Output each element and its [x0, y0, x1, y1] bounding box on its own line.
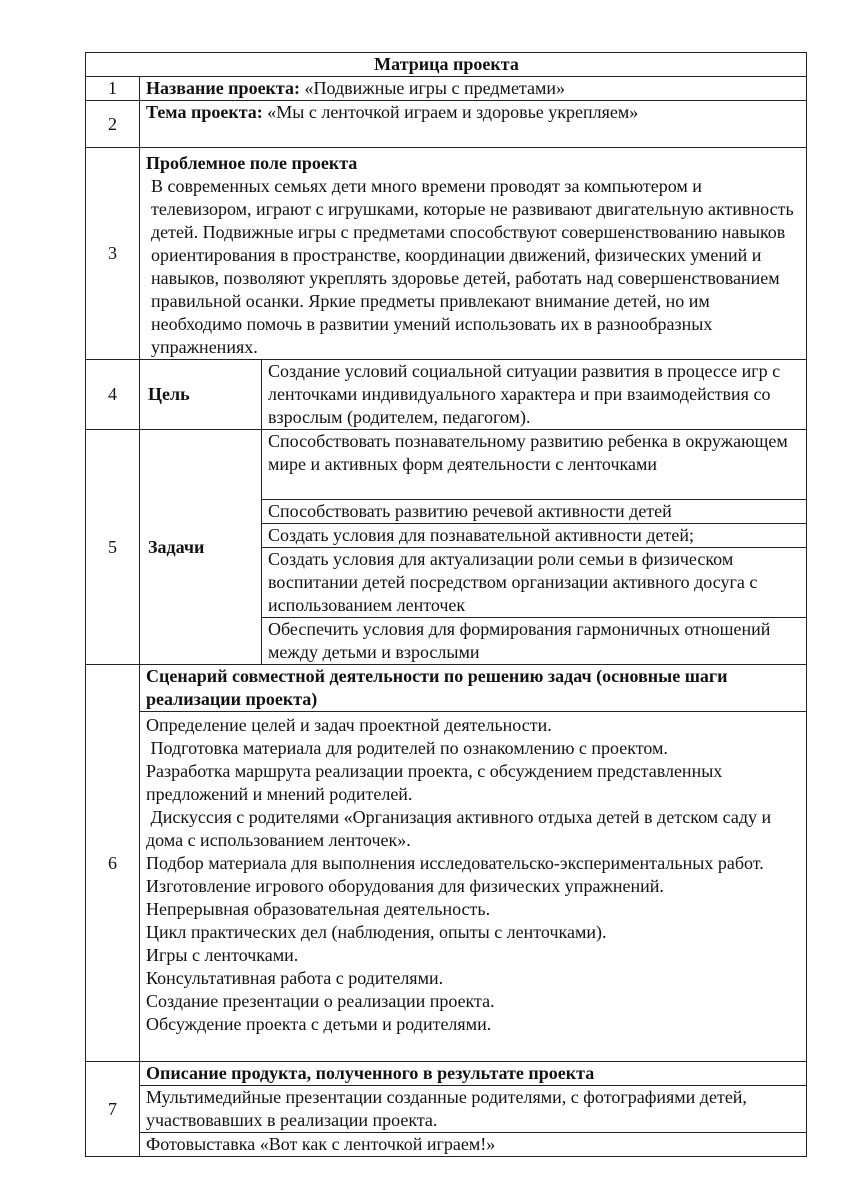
scenario-step: Обсуждение проекта с детьми и родителями. [146, 1014, 492, 1034]
row-number: 7 [86, 1062, 140, 1157]
project-name-cell [140, 77, 807, 101]
table-row [86, 77, 807, 101]
scenario-step: Подготовка материала для родителей по ознакомлению с проектом. [146, 738, 668, 758]
task-item: Создать условия для актуализации роли семьи в физическом воспитании детей посредством организации активного досуга с использованием ленточек [262, 548, 807, 618]
product-item: Мультимедийные презентации созданные родителями, с фотографиями детей, участвовавших в реализации проекта. [140, 1086, 807, 1133]
table-title: Матрица проекта [86, 53, 807, 77]
problem-field-cell [140, 148, 807, 360]
scenario-step: Определение целей и задач проектной деятельности. [146, 715, 552, 735]
scenario-step: Разработка маршрута реализации проекта, с обсуждением представленных предложений и мнений родителей. [146, 761, 723, 804]
table-row [86, 148, 807, 360]
table-row [86, 101, 807, 148]
row-number: 6 [86, 665, 140, 1062]
project-theme-cell [140, 101, 807, 148]
problem-field-heading: Проблемное поле проекта [146, 153, 358, 173]
product-heading: Описание продукта, полученного в результате проекта [140, 1062, 807, 1086]
scenario-step: Дискуссия с родителями «Организация активного отдыха детей в детском саду и дома с использованием ленточек». [146, 807, 776, 850]
project-matrix-table [85, 52, 807, 1157]
task-item: Обеспечить условия для формирования гармоничных отношений между детьми и взрослыми [262, 618, 807, 665]
scenario-step: Создание презентации о реализации проекта. [146, 991, 495, 1011]
row-number: 2 [86, 101, 140, 148]
tasks-label: Задачи [140, 430, 262, 665]
table-row [86, 665, 807, 712]
table-row [86, 712, 807, 1062]
table-row [86, 430, 807, 500]
task-item: Способствовать познавательному развитию ребенка в окружающем мире и активных форм деятельности с ленточками [262, 430, 807, 500]
scenario-step: Цикл практических дел (наблюдения, опыты с ленточками). [146, 922, 607, 942]
project-name-label: Название проекта: [146, 78, 300, 98]
goal-label: Цель [140, 360, 262, 430]
task-item: Способствовать развитию речевой активности детей [262, 500, 807, 524]
table-row [86, 360, 807, 430]
scenario-step: Непрерывная образовательная деятельность. [146, 899, 491, 919]
task-item: Создать условия для познавательной активности детей; [262, 524, 807, 548]
project-theme-label: Тема проекта: [146, 102, 263, 122]
problem-field-text: В современных семьях дети много времени проводят за компьютером и телевизором, играют с игрушками, которые не развивают двигательную активность детей. Подвижные игры с предметами способствуют совершенствованию навыков ориентирования в пространстве, координации движений, физических умений и навыков, позволяют укреплять здоровье детей, работать над совершенствованием правильной осанки. Яркие предметы привлекают внимание детей, но им необходимо помочь в развитии умений использовать их в разнообразных упражнениях. [151, 176, 794, 357]
scenario-heading: Сценарий совместной деятельности по решению задач (основные шаги реализации проекта) [140, 665, 807, 712]
table-title-row [86, 53, 807, 77]
project-name-value: «Подвижные игры с предметами» [299, 78, 566, 98]
scenario-step: Игры с ленточками. [146, 945, 299, 965]
goal-text: Создание условий социальной ситуации развития в процессе игр с ленточками индивидуального характера и при взаимодействия со взрослым (родителем, педагогом). [262, 360, 807, 430]
row-number: 1 [86, 77, 140, 101]
table-row [86, 1133, 807, 1157]
scenario-step: Консультативная работа с родителями. [146, 968, 444, 988]
row-number: 3 [86, 148, 140, 360]
scenario-step: Подбор материала для выполнения исследовательско-экспериментальных работ. [146, 853, 764, 873]
row-number: 4 [86, 360, 140, 430]
project-theme-value: «Мы с ленточкой играем и здоровье укрепляем» [262, 102, 639, 122]
table-row [86, 1062, 807, 1086]
scenario-steps-cell [140, 712, 807, 1062]
table-row [86, 1086, 807, 1133]
scenario-step: Изготовление игрового оборудования для физических упражнений. [146, 876, 664, 896]
product-item: Фотовыставка «Вот как с ленточкой играем!» [140, 1133, 807, 1157]
row-number: 5 [86, 430, 140, 665]
